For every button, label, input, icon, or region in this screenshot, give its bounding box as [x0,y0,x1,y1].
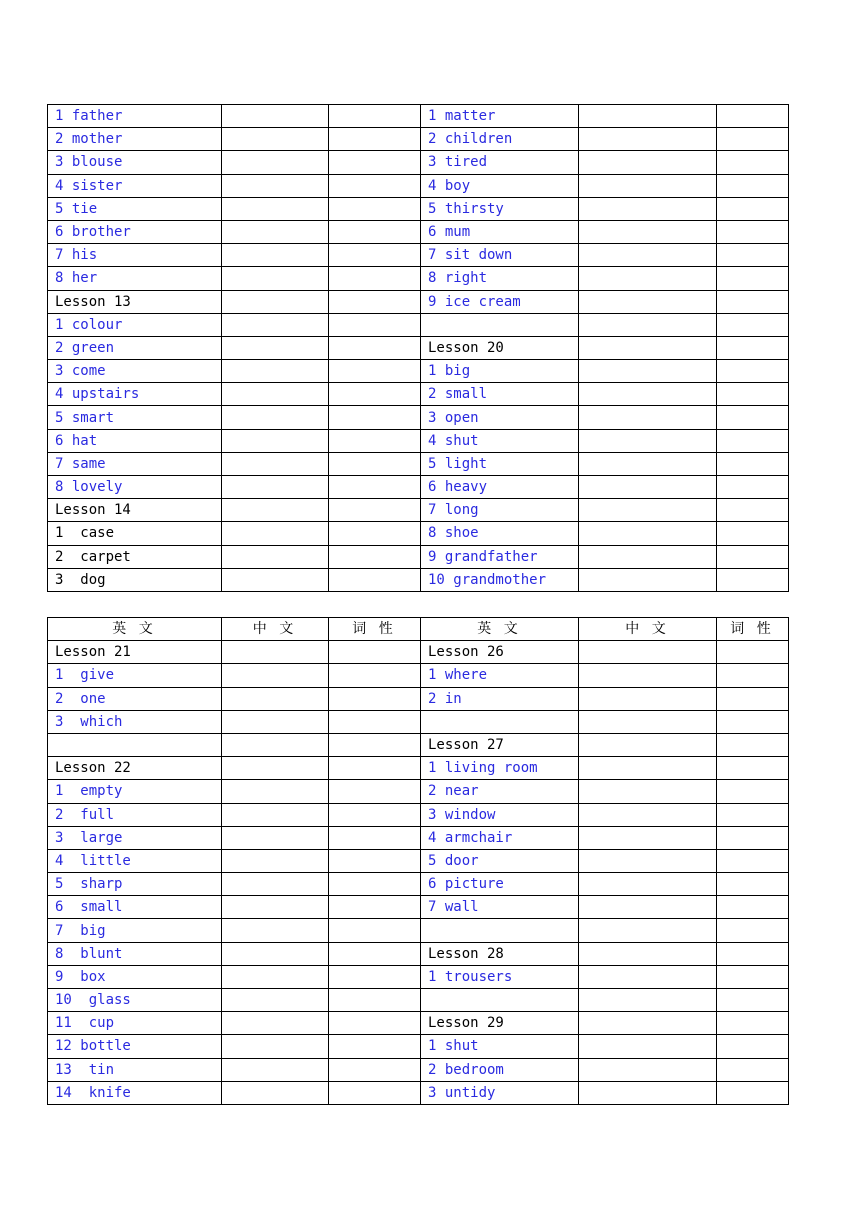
chinese-blank-cell[interactable] [222,197,329,220]
table-row [48,780,789,803]
part-of-speech-blank-cell[interactable] [717,826,789,849]
part-of-speech-blank-cell[interactable] [717,710,789,733]
chinese-blank-cell[interactable] [222,1081,329,1104]
table-row [48,244,789,267]
chinese-blank-cell[interactable] [222,942,329,965]
english-word-cell: 6 hat [48,429,222,452]
english-word-cell: 6 small [48,896,222,919]
english-word-cell [421,710,579,733]
part-of-speech-blank-cell[interactable] [717,105,789,128]
chinese-blank-cell[interactable] [579,780,717,803]
chinese-blank-cell[interactable] [222,641,329,664]
part-of-speech-blank-cell[interactable] [717,360,789,383]
english-word-cell: 7 big [48,919,222,942]
part-of-speech-blank-cell[interactable] [329,965,421,988]
english-word-cell: 2 small [421,383,579,406]
table-row [48,989,789,1012]
english-word-cell: 9 ice cream [421,290,579,313]
chinese-blank-cell[interactable] [579,965,717,988]
table-row [48,942,789,965]
english-word-cell: 5 sharp [48,873,222,896]
chinese-blank-cell[interactable] [579,757,717,780]
part-of-speech-blank-cell[interactable] [717,522,789,545]
part-of-speech-blank-cell[interactable] [329,780,421,803]
english-word-cell: 1 give [48,664,222,687]
english-word-cell [421,919,579,942]
part-of-speech-blank-cell[interactable] [717,545,789,568]
english-word-cell: 8 shoe [421,522,579,545]
chinese-blank-cell[interactable] [579,360,717,383]
english-word-cell: 6 picture [421,873,579,896]
chinese-blank-cell[interactable] [579,197,717,220]
part-of-speech-blank-cell[interactable] [329,896,421,919]
chinese-blank-cell[interactable] [579,1035,717,1058]
chinese-blank-cell[interactable] [579,429,717,452]
english-word-cell: 4 shut [421,429,579,452]
chinese-blank-cell[interactable] [222,360,329,383]
part-of-speech-blank-cell[interactable] [717,919,789,942]
part-of-speech-blank-cell[interactable] [717,151,789,174]
chinese-blank-cell[interactable] [222,336,329,359]
chinese-blank-cell[interactable] [579,733,717,756]
table-row [48,336,789,359]
english-word-cell: 8 her [48,267,222,290]
english-word-cell: 14 knife [48,1081,222,1104]
chinese-blank-cell[interactable] [222,780,329,803]
table-row [48,826,789,849]
chinese-blank-cell[interactable] [579,710,717,733]
table-row [48,499,789,522]
chinese-blank-cell[interactable] [222,989,329,1012]
english-word-cell: 3 window [421,803,579,826]
part-of-speech-blank-cell[interactable] [717,290,789,313]
chinese-blank-cell[interactable] [579,452,717,475]
chinese-blank-cell[interactable] [579,1058,717,1081]
part-of-speech-blank-cell[interactable] [329,849,421,872]
header-english: 英 文 [48,618,222,641]
english-word-cell: 7 long [421,499,579,522]
chinese-blank-cell[interactable] [579,313,717,336]
table-row [48,896,789,919]
english-word-cell: 2 bedroom [421,1058,579,1081]
chinese-blank-cell[interactable] [579,873,717,896]
part-of-speech-blank-cell[interactable] [329,873,421,896]
part-of-speech-blank-cell[interactable] [717,803,789,826]
english-word-cell: 1 where [421,664,579,687]
table-row [48,522,789,545]
part-of-speech-blank-cell[interactable] [717,499,789,522]
chinese-blank-cell[interactable] [579,1081,717,1104]
chinese-blank-cell[interactable] [222,290,329,313]
part-of-speech-blank-cell[interactable] [329,641,421,664]
part-of-speech-blank-cell[interactable] [329,499,421,522]
chinese-blank-cell[interactable] [579,476,717,499]
part-of-speech-blank-cell[interactable] [717,1081,789,1104]
lesson-heading-cell: Lesson 29 [421,1012,579,1035]
part-of-speech-blank-cell[interactable] [329,757,421,780]
chinese-blank-cell[interactable] [579,989,717,1012]
chinese-blank-cell[interactable] [222,1012,329,1035]
english-word-cell: 1 empty [48,780,222,803]
part-of-speech-blank-cell[interactable] [329,220,421,243]
chinese-blank-cell[interactable] [579,664,717,687]
table-row [48,313,789,336]
part-of-speech-blank-cell[interactable] [329,476,421,499]
chinese-blank-cell[interactable] [579,942,717,965]
part-of-speech-blank-cell[interactable] [329,452,421,475]
table-row [48,151,789,174]
english-word-cell: 8 lovely [48,476,222,499]
chinese-blank-cell[interactable] [579,336,717,359]
part-of-speech-blank-cell[interactable] [329,1012,421,1035]
chinese-blank-cell[interactable] [579,174,717,197]
english-word-cell: 4 little [48,849,222,872]
part-of-speech-blank-cell[interactable] [329,803,421,826]
chinese-blank-cell[interactable] [222,220,329,243]
table-row [48,128,789,151]
header-part-of-speech: 词 性 [329,618,421,641]
part-of-speech-blank-cell[interactable] [717,267,789,290]
chinese-blank-cell[interactable] [222,476,329,499]
chinese-blank-cell[interactable] [579,499,717,522]
english-word-cell: 5 tie [48,197,222,220]
chinese-blank-cell[interactable] [222,568,329,591]
part-of-speech-blank-cell[interactable] [329,336,421,359]
chinese-blank-cell[interactable] [579,687,717,710]
part-of-speech-blank-cell[interactable] [329,687,421,710]
english-word-cell: 2 one [48,687,222,710]
lesson-heading-cell: 1 case [48,522,222,545]
english-word-cell: 3 come [48,360,222,383]
vocab-table-2 [47,617,789,1105]
chinese-blank-cell[interactable] [222,522,329,545]
lesson-heading-cell: Lesson 13 [48,290,222,313]
chinese-blank-cell[interactable] [579,826,717,849]
english-word-cell [48,733,222,756]
part-of-speech-blank-cell[interactable] [717,1058,789,1081]
chinese-blank-cell[interactable] [222,267,329,290]
english-word-cell: 2 full [48,803,222,826]
english-word-cell: 3 open [421,406,579,429]
chinese-blank-cell[interactable] [222,406,329,429]
table-row [48,757,789,780]
chinese-blank-cell[interactable] [222,105,329,128]
lesson-heading-cell: 3 dog [48,568,222,591]
part-of-speech-blank-cell[interactable] [717,780,789,803]
part-of-speech-blank-cell[interactable] [329,174,421,197]
chinese-blank-cell[interactable] [222,873,329,896]
part-of-speech-blank-cell[interactable] [717,942,789,965]
part-of-speech-blank-cell[interactable] [717,336,789,359]
chinese-blank-cell[interactable] [579,849,717,872]
part-of-speech-blank-cell[interactable] [717,873,789,896]
english-word-cell: 3 large [48,826,222,849]
chinese-blank-cell[interactable] [222,664,329,687]
part-of-speech-blank-cell[interactable] [329,429,421,452]
part-of-speech-blank-cell[interactable] [329,197,421,220]
vocab-table-1-body [48,105,789,592]
table-row [48,1081,789,1104]
table-row [48,267,789,290]
table-row [48,1012,789,1035]
chinese-blank-cell[interactable] [222,849,329,872]
chinese-blank-cell[interactable] [579,522,717,545]
english-word-cell: 7 his [48,244,222,267]
part-of-speech-blank-cell[interactable] [329,244,421,267]
english-word-cell: 8 blunt [48,942,222,965]
chinese-blank-cell[interactable] [579,896,717,919]
chinese-blank-cell[interactable] [222,383,329,406]
part-of-speech-blank-cell[interactable] [717,1012,789,1035]
header-part-of-speech: 词 性 [717,618,789,641]
table-row [48,105,789,128]
part-of-speech-blank-cell[interactable] [717,733,789,756]
chinese-blank-cell[interactable] [222,452,329,475]
chinese-blank-cell[interactable] [222,499,329,522]
header-chinese: 中 文 [222,618,329,641]
english-word-cell: 1 trousers [421,965,579,988]
table-row [48,197,789,220]
part-of-speech-blank-cell[interactable] [717,849,789,872]
chinese-blank-cell[interactable] [579,383,717,406]
part-of-speech-blank-cell[interactable] [717,1035,789,1058]
table-row [48,873,789,896]
part-of-speech-blank-cell[interactable] [329,383,421,406]
part-of-speech-blank-cell[interactable] [329,1081,421,1104]
part-of-speech-blank-cell[interactable] [329,151,421,174]
english-word-cell: 11 cup [48,1012,222,1035]
chinese-blank-cell[interactable] [222,733,329,756]
vocab-table-2-body [48,641,789,1105]
part-of-speech-blank-cell[interactable] [329,545,421,568]
table-row [48,733,789,756]
chinese-blank-cell[interactable] [222,826,329,849]
lesson-heading-cell: Lesson 27 [421,733,579,756]
part-of-speech-blank-cell[interactable] [329,1035,421,1058]
part-of-speech-blank-cell[interactable] [329,919,421,942]
english-word-cell: 4 armchair [421,826,579,849]
chinese-blank-cell[interactable] [579,568,717,591]
part-of-speech-blank-cell[interactable] [717,313,789,336]
header-chinese: 中 文 [579,618,717,641]
english-word-cell: 9 box [48,965,222,988]
part-of-speech-blank-cell[interactable] [717,664,789,687]
header-english: 英 文 [421,618,579,641]
chinese-blank-cell[interactable] [579,151,717,174]
english-word-cell [421,989,579,1012]
chinese-blank-cell[interactable] [579,406,717,429]
lesson-heading-cell: Lesson 26 [421,641,579,664]
part-of-speech-blank-cell[interactable] [329,826,421,849]
english-word-cell: 3 tired [421,151,579,174]
chinese-blank-cell[interactable] [579,641,717,664]
chinese-blank-cell[interactable] [222,429,329,452]
english-word-cell: 10 grandmother [421,568,579,591]
table-row [48,965,789,988]
english-word-cell: 5 smart [48,406,222,429]
english-word-cell: 2 mother [48,128,222,151]
chinese-blank-cell[interactable] [579,220,717,243]
english-word-cell: 4 sister [48,174,222,197]
table-row [48,429,789,452]
english-word-cell: 4 upstairs [48,383,222,406]
part-of-speech-blank-cell[interactable] [717,429,789,452]
part-of-speech-blank-cell[interactable] [329,1058,421,1081]
lesson-heading-cell: Lesson 14 [48,499,222,522]
table-row [48,664,789,687]
lesson-heading-cell: Lesson 22 [48,757,222,780]
lesson-heading-cell: 2 carpet [48,545,222,568]
part-of-speech-blank-cell[interactable] [329,406,421,429]
chinese-blank-cell[interactable] [222,1035,329,1058]
chinese-blank-cell[interactable] [579,290,717,313]
table-row [48,220,789,243]
chinese-blank-cell[interactable] [222,896,329,919]
english-word-cell: 12 bottle [48,1035,222,1058]
table-row [48,687,789,710]
table-row [48,1058,789,1081]
chinese-blank-cell[interactable] [579,244,717,267]
english-word-cell: 2 children [421,128,579,151]
english-word-cell: 6 mum [421,220,579,243]
table-row [48,406,789,429]
part-of-speech-blank-cell[interactable] [329,290,421,313]
english-word-cell: 8 right [421,267,579,290]
part-of-speech-blank-cell[interactable] [717,896,789,919]
part-of-speech-blank-cell[interactable] [329,522,421,545]
english-word-cell: 5 thirsty [421,197,579,220]
chinese-blank-cell[interactable] [222,757,329,780]
part-of-speech-blank-cell[interactable] [717,965,789,988]
part-of-speech-blank-cell[interactable] [717,197,789,220]
english-word-cell: 5 light [421,452,579,475]
chinese-blank-cell[interactable] [222,545,329,568]
table-row [48,849,789,872]
part-of-speech-blank-cell[interactable] [329,733,421,756]
table-row [48,919,789,942]
part-of-speech-blank-cell[interactable] [717,568,789,591]
chinese-blank-cell[interactable] [222,244,329,267]
english-word-cell: 1 father [48,105,222,128]
header-row [48,618,789,641]
english-word-cell: 1 big [421,360,579,383]
english-word-cell: 7 sit down [421,244,579,267]
english-word-cell: 1 matter [421,105,579,128]
vocab-table-1 [47,104,789,592]
english-word-cell: 4 boy [421,174,579,197]
english-word-cell: 9 grandfather [421,545,579,568]
chinese-blank-cell[interactable] [222,128,329,151]
english-word-cell: 7 same [48,452,222,475]
english-word-cell: 7 wall [421,896,579,919]
english-word-cell: 3 untidy [421,1081,579,1104]
part-of-speech-blank-cell[interactable] [329,710,421,733]
chinese-blank-cell[interactable] [222,151,329,174]
table-row [48,290,789,313]
english-word-cell: 3 blouse [48,151,222,174]
part-of-speech-blank-cell[interactable] [717,128,789,151]
part-of-speech-blank-cell[interactable] [717,641,789,664]
part-of-speech-blank-cell[interactable] [717,687,789,710]
part-of-speech-blank-cell[interactable] [717,406,789,429]
chinese-blank-cell[interactable] [579,1012,717,1035]
english-word-cell: 1 living room [421,757,579,780]
table-row [48,383,789,406]
part-of-speech-blank-cell[interactable] [329,664,421,687]
table-row [48,452,789,475]
chinese-blank-cell[interactable] [222,965,329,988]
chinese-blank-cell[interactable] [222,1058,329,1081]
table-row [48,1035,789,1058]
part-of-speech-blank-cell[interactable] [717,452,789,475]
chinese-blank-cell[interactable] [222,687,329,710]
lesson-heading-cell: Lesson 20 [421,336,579,359]
part-of-speech-blank-cell[interactable] [717,989,789,1012]
chinese-blank-cell[interactable] [222,919,329,942]
table-row [48,568,789,591]
table-row [48,710,789,733]
table-row [48,545,789,568]
english-word-cell: 6 brother [48,220,222,243]
part-of-speech-blank-cell[interactable] [329,989,421,1012]
chinese-blank-cell[interactable] [222,174,329,197]
part-of-speech-blank-cell[interactable] [329,105,421,128]
part-of-speech-blank-cell[interactable] [329,267,421,290]
chinese-blank-cell[interactable] [222,710,329,733]
part-of-speech-blank-cell[interactable] [329,942,421,965]
english-word-cell: 10 glass [48,989,222,1012]
chinese-blank-cell[interactable] [222,313,329,336]
chinese-blank-cell[interactable] [579,919,717,942]
part-of-speech-blank-cell[interactable] [717,757,789,780]
english-word-cell: 2 near [421,780,579,803]
part-of-speech-blank-cell[interactable] [717,476,789,499]
part-of-speech-blank-cell[interactable] [329,128,421,151]
chinese-blank-cell[interactable] [579,545,717,568]
english-word-cell: 3 which [48,710,222,733]
chinese-blank-cell[interactable] [579,105,717,128]
part-of-speech-blank-cell[interactable] [329,313,421,336]
english-word-cell: 2 green [48,336,222,359]
table-row [48,476,789,499]
chinese-blank-cell[interactable] [579,128,717,151]
table-row [48,360,789,383]
chinese-blank-cell[interactable] [579,803,717,826]
chinese-blank-cell[interactable] [579,267,717,290]
table-row [48,641,789,664]
english-word-cell: 5 door [421,849,579,872]
chinese-blank-cell[interactable] [222,803,329,826]
lesson-heading-cell: Lesson 21 [48,641,222,664]
english-word-cell: 13 tin [48,1058,222,1081]
part-of-speech-blank-cell[interactable] [329,568,421,591]
part-of-speech-blank-cell[interactable] [717,174,789,197]
english-word-cell: 1 shut [421,1035,579,1058]
english-word-cell: 1 colour [48,313,222,336]
english-word-cell: 2 in [421,687,579,710]
table-row [48,174,789,197]
part-of-speech-blank-cell[interactable] [329,360,421,383]
english-word-cell [421,313,579,336]
lesson-heading-cell: Lesson 28 [421,942,579,965]
part-of-speech-blank-cell[interactable] [717,220,789,243]
english-word-cell: 6 heavy [421,476,579,499]
part-of-speech-blank-cell[interactable] [717,244,789,267]
part-of-speech-blank-cell[interactable] [717,383,789,406]
table-row [48,803,789,826]
